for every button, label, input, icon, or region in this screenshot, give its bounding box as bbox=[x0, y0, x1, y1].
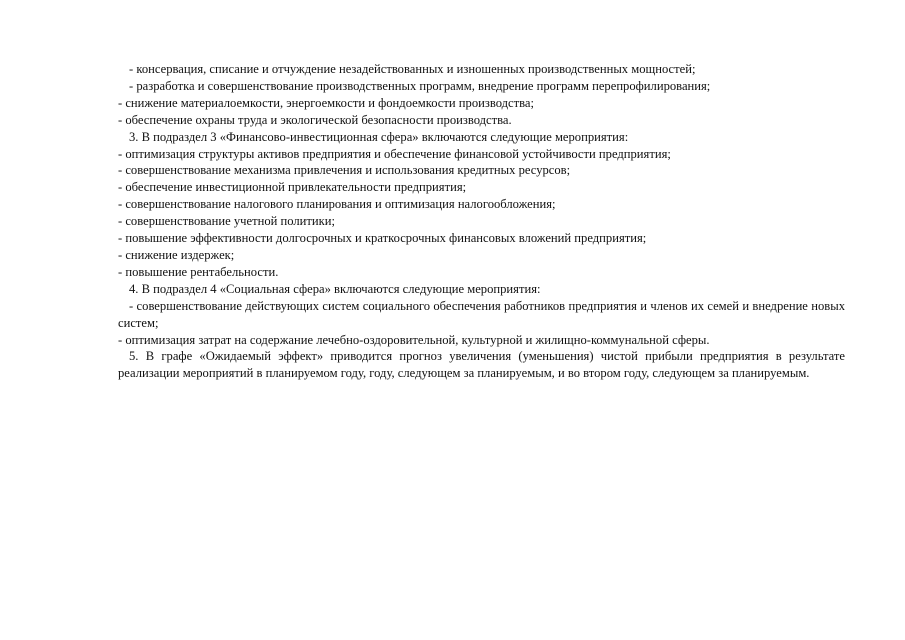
list-item-program-development: - разработка и совершенствование производственных программ, внедрение программ перепрофилирования; bbox=[129, 78, 711, 93]
list-item-credit-mechanism: - совершенствование механизма привлечения и использования кредитных ресурсов; bbox=[118, 163, 571, 178]
section-3-heading: 3. В подраздел 3 «Финансово-инвестиционная сфера» включаются следующие мероприятия: bbox=[129, 129, 629, 144]
list-item-asset-optimization: - оптимизация структуры активов предприятия и обеспечение финансовой устойчивости предприятия; bbox=[118, 146, 671, 161]
list-item-accounting-policy: - совершенствование учетной политики; bbox=[118, 214, 335, 229]
list-item-labor-safety: - обеспечение охраны труда и экологической безопасности производства. bbox=[118, 112, 512, 127]
list-item-intensity-reduction: - снижение материалоемкости, энергоемкости и фондоемкости производства; bbox=[118, 95, 534, 110]
list-item-profitability: - повышение рентабельности. bbox=[118, 264, 279, 279]
list-item-social-sphere-costs: - оптимизация затрат на содержание лечебно-оздоровительной, культурной и жилищно-коммунальной сферы. bbox=[118, 332, 710, 347]
section-5-paragraph: 5. В графе «Ожидаемый эффект» приводится прогноз увеличения (уменьшения) чистой прибыли предприятия в результате реализации мероприятий в планируемом году, году, следующем за планируемым, и во втором году, следующем за планируемым. bbox=[118, 349, 845, 381]
section-4-heading: 4. В подраздел 4 «Социальная сфера» включаются следующие мероприятия: bbox=[129, 281, 541, 296]
list-item-conservation: - консервация, списание и отчуждение незадействованных и изношенных производственных мощностей; bbox=[129, 62, 696, 76]
list-item-social-security: - совершенствование действующих систем социального обеспечения работников предприятия и членов их семей и внедрение новых систем; bbox=[118, 298, 845, 330]
list-item-tax-planning: - совершенствование налогового планирования и оптимизация налогообложения; bbox=[118, 197, 556, 212]
list-item-cost-reduction: - снижение издержек; bbox=[118, 247, 235, 262]
list-item-investment-attractiveness: - обеспечение инвестиционной привлекательности предприятия; bbox=[118, 180, 467, 195]
document-body bbox=[118, 61, 845, 382]
list-item-financial-investments: - повышение эффективности долгосрочных и краткосрочных финансовых вложений предприятия; bbox=[118, 231, 647, 246]
